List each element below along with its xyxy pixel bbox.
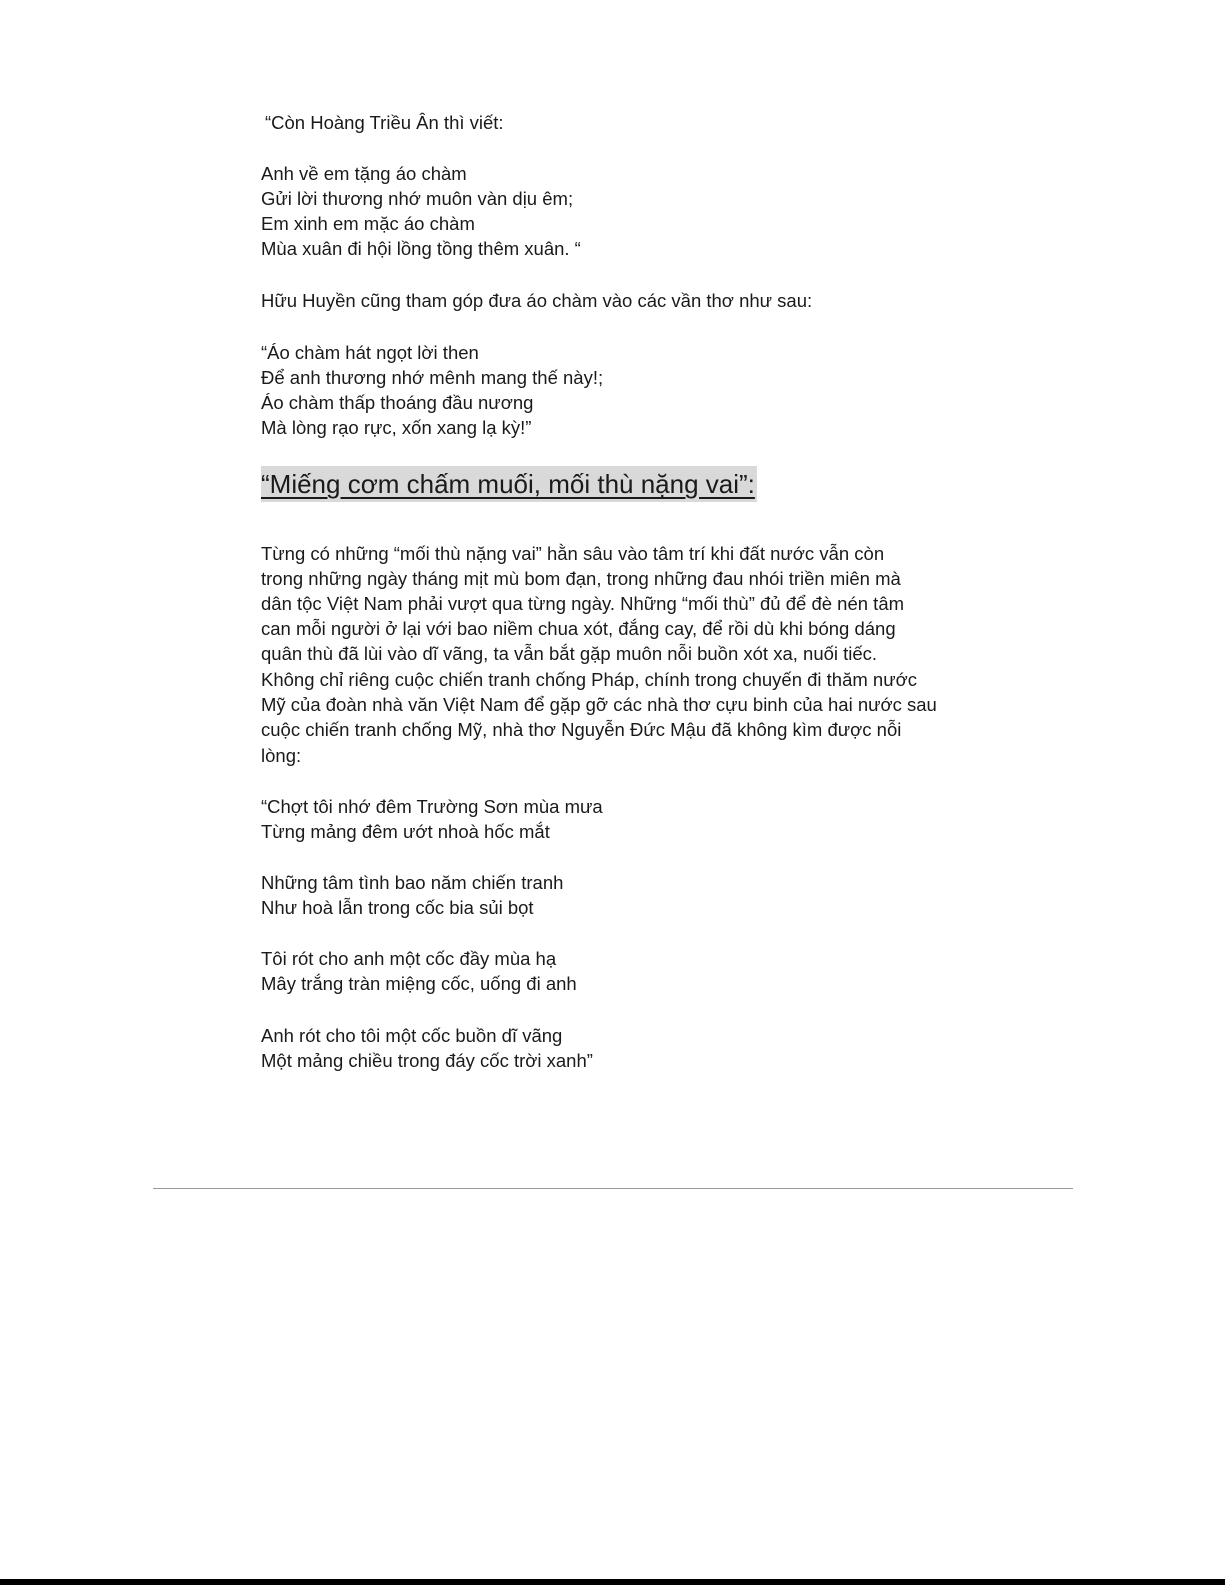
paragraph-line: cuộc chiến tranh chống Mỹ, nhà thơ Nguyễn Đức Mậu đã không kìm được nỗi [261, 719, 902, 740]
poem-line: Anh rót cho tôi một cốc buồn dĩ vãng [261, 1025, 563, 1046]
intro-line: “Còn Hoàng Triều Ân thì viết: [265, 112, 504, 133]
paragraph-line: Từng có những “mối thù nặng vai” hằn sâu vào tâm trí khi đất nước vẫn còn [261, 543, 885, 564]
poem-line: Mà lòng rạo rực, xốn xang lạ kỳ!” [261, 417, 532, 438]
poem-line: Mùa xuân đi hội lồng tồng thêm xuân. “ [261, 238, 581, 259]
section-heading: “Miếng cơm chấm muối, mối thù nặng vai”: [261, 469, 755, 499]
poem-line: Tôi rót cho anh một cốc đầy mùa hạ [261, 948, 557, 969]
poem-line: Những tâm tình bao năm chiến tranh [261, 872, 564, 893]
poem-line: “Áo chàm hát ngọt lời then [261, 342, 479, 363]
paragraph-line: can mỗi người ở lại với bao niềm chua xót, đắng cay, để rồi dù khi bóng dáng [261, 618, 896, 639]
paragraph-line: Mỹ của đoàn nhà văn Việt Nam để gặp gỡ các nhà thơ cựu binh của hai nước sau [261, 694, 937, 715]
transition-line: Hữu Huyền cũng tham góp đưa áo chàm vào các vần thơ như sau: [261, 290, 813, 311]
poem-line: Mây trắng tràn miệng cốc, uống đi anh [261, 973, 577, 994]
paragraph-line: Không chỉ riêng cuộc chiến tranh chống Pháp, chính trong chuyến đi thăm nước [261, 669, 917, 690]
poem-line: Anh về em tặng áo chàm [261, 163, 467, 184]
paragraph-line: quân thù đã lùi vào dĩ vãng, ta vẫn bắt gặp muôn nỗi buồn xót xa, nuối tiếc. [261, 643, 878, 664]
poem-line: Một mảng chiều trong đáy cốc trời xanh” [261, 1050, 593, 1071]
poem-line: Em xinh em mặc áo chàm [261, 213, 475, 234]
section-heading-highlight [261, 466, 757, 502]
poem-line: Từng mảng đêm ướt nhoà hốc mắt [261, 821, 550, 842]
poem-line: Để anh thương nhớ mênh mang thế này!; [261, 367, 604, 388]
poem-line: Gửi lời thương nhớ muôn vàn dịu êm; [261, 188, 574, 209]
poem-line: “Chợt tôi nhớ đêm Trường Sơn mùa mưa [261, 796, 603, 817]
paragraph-line: lòng: [261, 745, 302, 766]
bottom-edge-bar [0, 1579, 1225, 1585]
poem-line: Như hoà lẫn trong cốc bia sủi bọt [261, 897, 534, 918]
poem-line: Áo chàm thấp thoáng đầu nương [261, 392, 534, 413]
page-divider [153, 1188, 1073, 1189]
paragraph-line: dân tộc Việt Nam phải vượt qua từng ngày. Những “mối thù” đủ để đè nén tâm [261, 593, 905, 614]
paragraph-line: trong những ngày tháng mịt mù bom đạn, trong những đau nhói triền miên mà [261, 568, 901, 589]
